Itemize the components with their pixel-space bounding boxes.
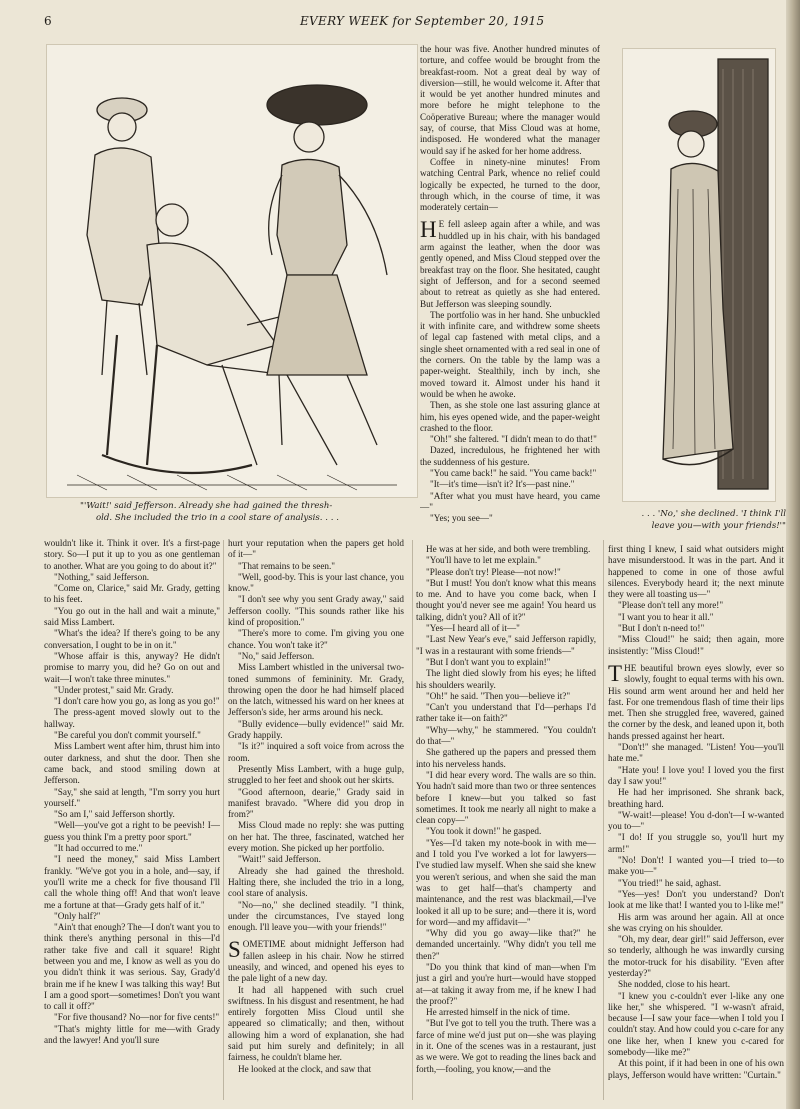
paragraph: He arrested himself in the nick of time. bbox=[426, 1007, 570, 1018]
paragraph: "After what you must have heard, you came—" bbox=[420, 490, 600, 512]
paragraph: Coffee in ninety-nine minutes! From watching Central Park, whence no relief could logically be expected, he turned to the door, through which, in the course of time, it was moderately certain— bbox=[420, 156, 600, 213]
paragraph: "No—no," she declined steadily. "I think, under the circumstances, I've stayed long enough. I'll leave you—with your friends!" bbox=[228, 899, 404, 933]
paragraph: "That's mighty little for me—with Grady and the lawyer! And you'll sure bbox=[44, 1023, 220, 1046]
paragraph: "Oh, my dear, dear girl!" said Jefferson, ever so tenderly, although he was inwardly cursing the motor-truck for his disability. "Even after yesterday?" bbox=[608, 934, 784, 978]
paragraph: He looked at the clock, and saw that bbox=[238, 1063, 372, 1074]
dropcap-s: S bbox=[228, 937, 241, 963]
paragraph: "So am I," said Jefferson shortly. bbox=[54, 809, 175, 820]
paragraph: "I don't care how you go, as long as you go!" bbox=[54, 696, 220, 707]
column-divider bbox=[603, 540, 604, 1100]
paragraph: "W-wait!—please! You d-don't—I w-wanted you to—" bbox=[608, 809, 784, 832]
paragraph: "But I've got to tell you the truth. There was a farce of mine we'd just put on—she was playing in it. One of the scenes was in a restaurant, just as we were. We got to reading the lines back and forth,—fooling, you know,—and the bbox=[416, 1018, 596, 1074]
paragraph: "Nothing," said Jefferson. bbox=[54, 571, 150, 582]
paragraph: "That remains to be seen." bbox=[238, 560, 336, 571]
paragraph: "I want you to hear it all." bbox=[618, 611, 714, 622]
page-binding-edge bbox=[786, 0, 800, 1109]
column-right bbox=[608, 544, 784, 1104]
paragraph: Miss Lambert went after him, thrust him into outer darkness, and shut the door. Then she came back, and stood smiling down at Jefferson. bbox=[44, 741, 220, 786]
left-caption-line-2: old. She included the trio in a cool stare of analysis. . . . bbox=[96, 513, 339, 523]
paragraph: She gathered up the papers and pressed them into his nerveless hands. bbox=[416, 747, 596, 769]
running-title: EVERY WEEK for September 20, 1915 bbox=[300, 14, 545, 28]
page-number: 6 bbox=[44, 14, 52, 28]
paragraph: "But I don't n-need to!" bbox=[618, 623, 705, 634]
paragraph: Miss Lambert whistled in the universal two-toned summons of femininity. Mr. Grady, throwing open the door he had himself placed on the latch, witnessed his ward on her knees at Jefferson's side, her arms around his neck. bbox=[228, 662, 404, 718]
paragraph: "Last New Year's eve," said Jefferson rapidly, "I was in a restaurant with some friends—" bbox=[416, 634, 596, 656]
paragraph: "Why did you go away—like that?" he demanded uncertainly. "Why didn't you tell me then?" bbox=[416, 928, 596, 961]
column-middle-right bbox=[416, 544, 596, 1104]
paragraph: "You'll have to let me explain." bbox=[426, 555, 541, 566]
paragraph: "Oh!" he said. "Then you—believe it?" bbox=[426, 690, 571, 701]
paragraph: Miss Cloud made no reply: she was putting on her hat. The three, fascinated, watched her every motion. She picked up her portfolio. bbox=[228, 820, 404, 854]
paragraph: "But I must! You don't know what this means to me. And to have you come back, when I thought you'd never see me again! You heard us talking, didn't you? All of it?" bbox=[416, 577, 596, 622]
paragraph: Then, as she stole one last assuring glance at him, his eyes opened wide, and the paper-weight crashed to the floor. bbox=[420, 400, 600, 433]
paragraph: "Miss Cloud!" he said; then again, more insistently: "Miss Cloud!" bbox=[608, 634, 784, 656]
column-upper-middle bbox=[420, 44, 600, 544]
paragraph: His arm was around her again. All at once she was crying on his shoulder. bbox=[608, 911, 784, 933]
left-illustration bbox=[46, 44, 418, 498]
paragraph: "Why—why," he stammered. "You couldn't do that—" bbox=[416, 724, 596, 747]
paragraph: "For five thousand? No—nor for five cents!" bbox=[54, 1012, 220, 1023]
paragraph: "You tried!" he said, aghast. bbox=[618, 877, 722, 888]
paragraph: "There's more to come. I'm giving you one chance. You won't take it?" bbox=[228, 628, 404, 650]
paragraph: "What's the idea? If there's going to be any conversation, I ought to be in on it." bbox=[44, 628, 220, 650]
paragraph: "Wait!" said Jefferson. bbox=[238, 854, 321, 865]
paragraph-with-dropcap bbox=[420, 219, 600, 309]
left-caption-line-1: "'Wait!' said Jefferson. Already she had gained the thresh- bbox=[80, 501, 333, 511]
paragraph: "I do! If you struggle so, you'll hurt my arm!" bbox=[608, 832, 784, 854]
paragraph: "Ain't that enough? The—I don't want you to think there's anything personal in this—I'd rather take five and call it square! Right between you and me, I know as well as you do you didn't think it was serious. Say, Grady'd brain me if he knew I was talking this way! But I am a good sport—sometimes! Don't you want to call it off?" bbox=[44, 922, 220, 1012]
paragraph: "Yes—yes! Don't you understand? Don't look at me like that! I wanted you to l-like me!" bbox=[608, 888, 784, 911]
right-caption-line-2: leave you—with your friends!'" bbox=[651, 521, 786, 531]
paragraph: hurt your reputation when the papers get hold of it—" bbox=[228, 538, 404, 560]
paragraph-text: OMETIME about midnight Jefferson had fallen asleep in his chair. Now he stirred uneasily, and winced, and opened his eyes to the pale light of a new day. bbox=[228, 939, 404, 984]
paragraph: The portfolio was in her hand. She unbuckled it with infinite care, and withdrew some sheets of legal cap fastened with metal clips, and a single sheet ornamented with a red seal in one of the corners. On the table by the lamp was a paper-weight. Stealthily, inch by inch, she moved toward it. Almost under his hand it would be when he awoke. bbox=[420, 309, 600, 399]
paragraph: "It—it's time—isn't it? It's—past nine." bbox=[430, 479, 575, 490]
paragraph: Already she had gained the threshold. Halting there, she included the trio in a long, cool stare of analysis. bbox=[228, 865, 404, 899]
paragraph: "Be careful you don't commit yourself." bbox=[54, 730, 201, 741]
right-caption-line-1: . . . 'No,' she declined. 'I think I'll bbox=[641, 509, 786, 519]
paragraph: "Do you think that kind of man—when I'm just a girl and you're hurt—would have stopped at—at taking it away from me, if he knew I had the proof?" bbox=[416, 961, 596, 1006]
paragraph: "You came back!" he said. "You came back!" bbox=[430, 467, 597, 478]
paragraph: Presently Miss Lambert, with a huge gulp, struggled to her feet and shook out her skirts. bbox=[228, 763, 404, 786]
paragraph: "Yes—I'd taken my note-book in with me—and I told you I've worked a lot for lawyers—I've studied law myself. When she said she knew you weren't serious, and when she said the man was to get half—that's champerty and maintenance, and the rest was blackmail,—I've looked it all up to be sure; and—there it is, word for word—and my affidavit—" bbox=[416, 837, 596, 927]
paragraph: "No! Don't! I wanted you—I tried to—to make you—" bbox=[608, 855, 784, 877]
paragraph: "I need the money," said Miss Lambert frankly. "We've got you in a hole, and—say, if you'll write me a check for five thousand I'll call the whole thing off! And that won't leave me a fortune at that—Grady gets half of it." bbox=[44, 854, 220, 910]
paragraph: "Well—you've got a right to be peevish! I—guess you think I'm a pretty poor sport." bbox=[44, 820, 220, 842]
paragraph: "I don't see why you sent Grady away," said Jefferson coolly. "This sounds rather like his kind of proposition." bbox=[228, 594, 404, 628]
paragraph: "Yes—I heard all of it—" bbox=[426, 623, 520, 634]
paragraph: It had all happened with such cruel swiftness. In his disgust and resentment, he had entirely forgotten Miss Cloud until she appeared so climatically; and then, without allowing him a word of explanation, she had said put him surely and definitely; in all fairness, he couldn't blame her. bbox=[228, 984, 404, 1063]
paragraph: "Is it?" inquired a soft voice from across the room. bbox=[228, 741, 404, 763]
column-left bbox=[44, 538, 220, 1104]
paragraph: "Say," she said at length, "I'm sorry you hurt yourself." bbox=[44, 786, 220, 808]
paragraph: wouldn't like it. Think it over. It's a first-page story. So—I put it up to you as one gentleman to another. What are you going to do about it?" bbox=[44, 538, 220, 571]
paragraph: "Can't you understand that I'd—perhaps I'd rather take it—on faith?" bbox=[416, 702, 596, 724]
paragraph: "Don't!" she managed. "Listen! You—you'll hate me." bbox=[608, 742, 784, 764]
paragraph: She nodded, close to his heart. bbox=[618, 979, 731, 990]
paragraph: "Only half?" bbox=[54, 910, 101, 921]
paragraph-text: HE beautiful brown eyes slowly, ever so slowly, fought to equal terms with his own. His sound arm went around her and held her fast. For one tremendous flash of time their lips met. Then she struggled free, wavered, gained the corner by the desk, and leaned upon it, both hands pressed against her heart. bbox=[608, 662, 784, 741]
paragraph: "I did hear every word. The walls are so thin. You hadn't said more than two or three sentences before I knew—but you talked so fast sometimes. It took me nearly all night to make a clean copy—" bbox=[416, 769, 596, 826]
paragraph: "I knew you c-couldn't ever l-like any one like her," she whispered. "I w-wasn't afraid, because I—I saw your face—when I told you I couldn't stay. And how could you c-care for any one like her, when I knew you c-cared for somebody—like me?" bbox=[608, 990, 784, 1058]
paragraph: "No," said Jefferson. bbox=[238, 650, 315, 661]
paragraph: He was at her side, and both were trembling. bbox=[426, 544, 591, 554]
paragraph: Dazed, incredulous, he frightened her with the suddenness of his gesture. bbox=[420, 445, 600, 467]
paragraph: "Yes; you see—" bbox=[430, 513, 493, 524]
paragraph: "Well, good-by. This is your last chance, you know." bbox=[228, 571, 404, 594]
paragraph: At this point, if it had been in one of his own plays, Jefferson would have written: "Curtain." bbox=[608, 1058, 784, 1080]
paragraph: first thing I knew, I said what outsiders might have misunderstood. It was in the part. And it happened to come in one of those awful silences. Everybody heard it; the next minute they were all toasting us—" bbox=[608, 544, 784, 600]
right-illustration bbox=[622, 48, 776, 502]
paragraph-with-dropcap bbox=[608, 660, 784, 742]
left-caption bbox=[80, 500, 420, 524]
column-divider bbox=[223, 540, 224, 1100]
paragraph: The press-agent moved slowly out to the hallway. bbox=[44, 707, 220, 729]
paragraph: "Good afternoon, dearie," Grady said in manifest bravado. "Where did you drop in from?" bbox=[228, 786, 404, 820]
paragraph: "Under protest," said Mr. Grady. bbox=[54, 684, 174, 695]
paragraph: The light died slowly from his eyes; he lifted his shoulders wearily. bbox=[416, 668, 596, 690]
paragraph: "Whose affair is this, anyway? He didn't promise to marry you, did he? Go on out and wait—I won't take three minutes." bbox=[44, 650, 220, 684]
paragraph: "It had occurred to me." bbox=[54, 843, 143, 854]
paragraph: "But I don't want you to explain!" bbox=[426, 656, 551, 667]
column-middle-left bbox=[228, 538, 404, 1104]
illustration-woman-at-door-icon bbox=[623, 49, 775, 501]
paragraph-with-dropcap bbox=[228, 939, 404, 984]
paragraph: the hour was five. Another hundred minutes of torture, and coffee would be brought from the breakfast-room. Not a great deal by way of diversion—still, he would welcome it. After that it would be yet another hundred minutes and more before he might telephone to the Coöperative Bureau; where the manager would say, of course, that Miss Cloud was at home, indisposed. He wondered what the manager would say if he asked for her home address. bbox=[420, 44, 600, 156]
paragraph: He had her imprisoned. She shrank back, breathing hard. bbox=[608, 787, 784, 809]
dropcap-h: H bbox=[420, 217, 437, 243]
paragraph: "Oh!" she faltered. "I didn't mean to do that!" bbox=[430, 434, 597, 445]
paragraph: "Hate you! I love you! I loved you the first day I saw you!" bbox=[608, 764, 784, 786]
column-divider bbox=[412, 540, 413, 1100]
page-header bbox=[0, 14, 790, 32]
paragraph: "Come on, Clarice," said Mr. Grady, getting to his feet. bbox=[44, 583, 220, 605]
right-caption bbox=[596, 508, 786, 532]
paragraph: "You took it down!" he gasped. bbox=[426, 826, 542, 837]
paragraph: "You go out in the hall and wait a minute," said Miss Lambert. bbox=[44, 605, 220, 628]
paragraph: "Please don't tell any more!" bbox=[618, 600, 724, 611]
illustration-men-and-woman-icon bbox=[47, 45, 417, 497]
paragraph: "Please don't try! Please—not now!" bbox=[426, 566, 561, 577]
paragraph-text: E fell asleep again after a while, and was huddled up in his chair, with his bandaged arm against the leather, when the door was gently opened, and Miss Cloud stepped over the breakfast tray on the floor. She hesitated, caught sight of Jefferson, and for a second seemed about to retreat as quietly as she had entered. But Jefferson was sleeping soundly. bbox=[420, 219, 600, 309]
paragraph: "Bully evidence—bully evidence!" said Mr. Grady happily. bbox=[228, 718, 404, 741]
dropcap-t: T bbox=[608, 660, 623, 686]
